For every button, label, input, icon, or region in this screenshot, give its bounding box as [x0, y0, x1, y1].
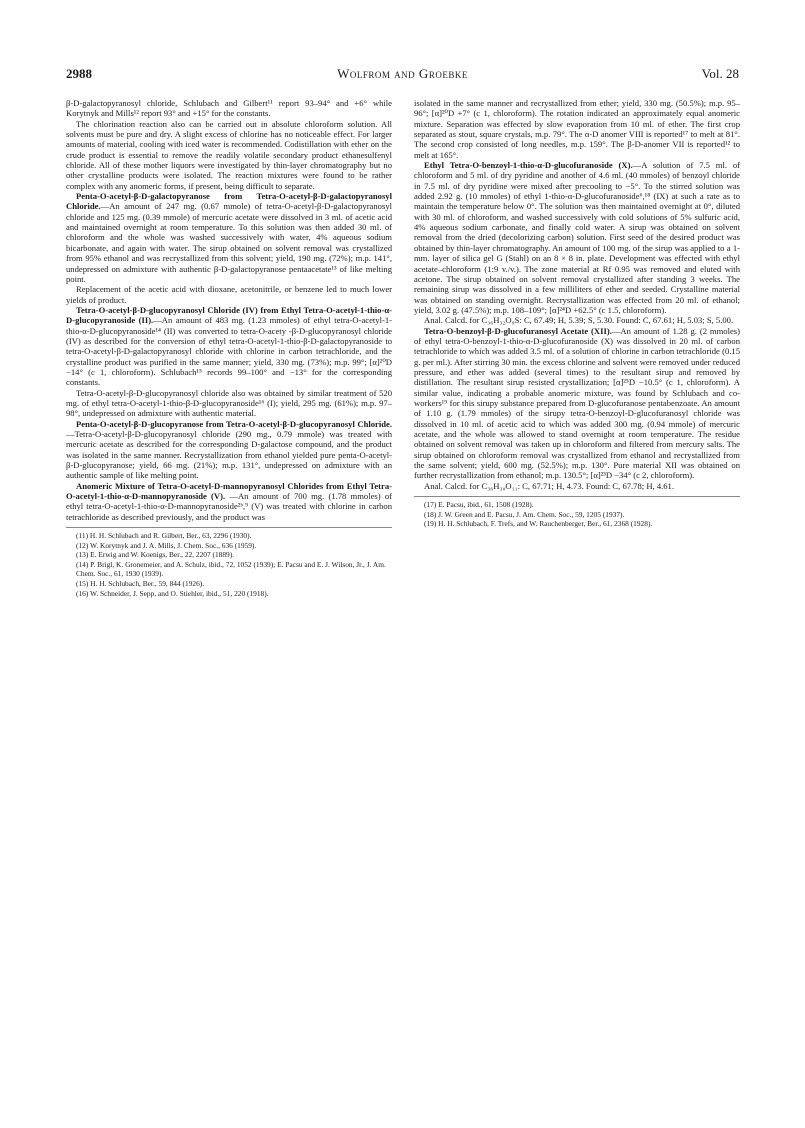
paragraph — [414, 98, 740, 160]
paragraph — [414, 315, 740, 325]
paragraph-text: —An amount of 247 mg. (0.67 mmole) of tetra-O-acetyl-β-D-galactopyranosyl chloride and 125 mg. (0.39 mmole) of mercuric acetate were dissolved in 3 ml. of acetic acid and maintained overnight at room temperature. To this solution was then added 30 ml. of chloroform and the whole was washed successively with water, 4% aqueous sodium bicarbonate, and again with water. The sirup obtained on solvent removal was crystallized from 95% ethanol and was recrystallized from this solvent; yield, 190 mg. (72%); m.p. 141°, undepressed on admixture with authentic β-D-galactopyranose pentaacetate¹³ of like melting point. — [66, 201, 392, 284]
paragraph-text: The chlorination reaction also can be carried out in absolute chloroform solution. All solvents must be pure and dry. A slight excess of chlorine has no noticeable effect. For larger amounts of material, cooling with iced water is recommended. Codistillation with ether on the crude product is essential to remove the readily volatile secondary product ethanesulfenyl chloride. All of these mother liquors were investigated by thin-layer chromatography but no other crystalline products were isolated. The reaction mixtures were found to be rather complex with any anomeric forms, if present, being difficult to separate. — [66, 118, 392, 191]
footnote: (13) E. Erwig and W. Koenigs, Ber., 22, 2207 (1889). — [76, 550, 235, 560]
paragraph-text: Replacement of the acetic acid with dioxane, acetonitrile, or benzene led to much lower yields of product. — [66, 284, 392, 305]
left-footnotes — [66, 527, 392, 598]
right-footnotes — [414, 496, 740, 529]
footnote: (14) P. Brigl, K. Gronemeier, and A. Schulz, ibid., 72, 1052 (1939); E. Pacsu and E. J. Wilson, Jr., J. Am. Chem. Soc., 61, 1930 (1939). — [76, 559, 386, 579]
section-heading: Tetra-O-acetyl-β-D-glucopyranosyl Chloride (IV) from Ethyl Tetra-O-acetyl-1-thio-α-D-glucopyranoside (II). — [66, 304, 392, 326]
paragraph — [66, 481, 392, 522]
paragraph-text: β-D-galactopyranosyl chloride, Schlubach and Gilbert¹¹ report 93–94° and +6° while Korytnyk and Mills¹² report 93° and +15° for the constants. — [66, 98, 392, 119]
paragraph-text: —An amount of 1.28 g. (2 mmoles) of ethyl tetra-O-benzoyl-1-thio-α-D-glucofuranoside (X) was dissolved in 20 ml. of carbon tetrachloride to which was added 3.5 ml. of a solution of chlorine in carbon tetrachloride (0.15 g. per ml.). After stirring 30 min. the excess chlorine and solvent were removed under reduced pressure, and ether was added (several times) to the resultant sirup and removed by distillation. The resultant sirup resisted crystallization; [α]²⁵D −10.5° (c 1, chloroform). A similar value, indicating a probable anomeric mixture, was found by Schlubach and co-workers¹⁹ for this sirupy substance prepared from D-glucofuranose pentabenzoate. An amount of 1.10 g. (1.79 mmoles) of the sirupy tetra-O-benzoyl-D-glucofuranosyl chloride was dissolved in 10 ml. of acetic acid to which was added 300 mg. (0.94 mmole) of mercuric acetate, and the whole was allowed to stand overnight at room temperature. The residue obtained on solvent removal was taken up in chloroform and filtered from mercury salts. The sirup obtained on chloroform removal was crystallized from ethanol and recrystallized from the same solvent; yield, 600 mg. (52.5%); m.p. 130°. Pure material XII was obtained on further recrystallization from ethanol; m.p. 130.5°; [α]²³D −34° (c 2, chloroform). — [414, 325, 740, 481]
footnote: (18) J. W. Green and E. Pacsu, J. Am. Chem. Soc., 59, 1205 (1937). — [424, 509, 625, 519]
paragraph — [66, 119, 392, 191]
paragraph-text: —An amount of 483 mg. (1.23 mmoles) of ethyl tetra-O-acetyl-1-thio-α-D-glucopyranoside¹⁴ (II) was converted to tetra-O-acety -β-D-glucopyranosyl chloride (IV) as described for the conversion of ethyl tetra-O-acetyl-1-thio-β-D-galactopyranoside to tetra-O-acetyl-β-D-galactopyranosyl chloride with chlorine in carbon tetrachloride, and the crystalline product was purified in the same manner; yield, 330 mg. (73%); m.p. 99°; [α]²⁰D −14° (c 1, chloroform). Schlubach¹⁵ records 99–100° and −13° for the corresponding constants. — [66, 315, 392, 388]
paragraph — [66, 305, 392, 388]
paragraph-text: Anal. Calcd. for C₃₆H₃₂O₉S: C, 67.49; H, 5.39; S, 5.30. Found: C, 67.61; H, 5.03; S, 5.00. — [424, 315, 734, 326]
footnote: (15) H. H. Schlubach, Ber., 59, 844 (1926). — [76, 579, 205, 589]
running-header — [66, 66, 739, 82]
paragraph-text: Anal. Calcd. for C₃₆H₃₀O₁₁: C, 67.71; H, 4.73. Found: C, 67.78; H, 4.61. — [424, 480, 675, 491]
section-heading: Penta-O-acetyl-β-D-glucopyranose from Tetra-O-acetyl-β-D-glucopyranosyl Chloride. — [76, 418, 392, 429]
paragraph-text: isolated in the same manner and recrystallized from ether; yield, 330 mg. (50.5%); m.p. 95–96°; [α]²⁰D +7° (c 1, chloroform). The rotation indicated an approximately equal anomeric mixture. Separation was effected by slow evaporation from 10 ml. of ether. The first crop separated as stout, square crystals, m.p. 79°. The α-D anomer VIII is reported¹⁷ to melt at 81°. The second crop consisted of long needles, m.p. 159°. The β-D-anomer VII is reported¹² to melt at 165°. — [414, 98, 740, 160]
paragraph — [66, 284, 392, 305]
paragraph — [414, 481, 740, 491]
paragraph — [66, 388, 392, 419]
footnote: (11) H. H. Schlubach and R. Gilbert, Ber., 63, 2296 (1930). — [76, 531, 252, 541]
paragraph — [414, 326, 740, 481]
paragraph-text: —Tetra-O-acetyl-β-D-glucopyranosyl chloride (290 mg., 0.79 mmole) was treated with mercuric acetate as described for the corresponding D-galactose compound, and the product was isolated in the same manner. Recrystallization from ethanol yielded pure penta-O-acetyl-β-D-glucopyranose; yield, 66 mg. (21%); m.p. 131°, undepressed on admixture with an authentic sample of like melting point. — [66, 429, 392, 481]
paragraph — [66, 98, 392, 119]
paragraph-text: Tetra-O-acetyl-β-D-glucopyranosyl chloride also was obtained by similar treatment of 520 mg. of ethyl tetra-O-acetyl-1-thio-β-D-glucopyranoside¹⁶ (I); yield, 295 mg. (61%); m.p. 97–98°, undepressed on admixture with authentic material. — [66, 387, 392, 419]
footnote: (12) W. Korytnyk and J. A. Mills, J. Chem. Soc., 636 (1959). — [76, 540, 257, 550]
footnote: (17) E. Pacsu, ibid., 61, 1508 (1928). — [424, 500, 534, 510]
right-column — [414, 98, 740, 529]
running-title: Wolfrom and Groebke — [337, 66, 468, 81]
left-column — [66, 98, 392, 598]
left-body — [66, 98, 392, 522]
footnote: (19) H. H. Schlubach, F. Trefs, and W. Rauchenberger, Ber., 61, 2368 (1928). — [424, 519, 653, 529]
paragraph — [66, 419, 392, 481]
paragraph — [414, 160, 740, 315]
volume-label: Vol. 28 — [701, 66, 739, 81]
paragraph — [66, 191, 392, 284]
footnote: (16) W. Schneider, J. Sepp, and O. Stiehler, ibid., 51, 220 (1918). — [76, 588, 269, 598]
section-heading: Ethyl Tetra-O-benzoyl-1-thio-α-D-glucofuranoside (X). — [424, 160, 633, 171]
right-body — [414, 98, 740, 491]
paragraph-text: —An amount of 700 mg. (1.78 mmoles) of ethyl tetra-O-acetyl-1-thio-α-D-mannopyranoside²ᵇ,⁹ (V) was treated with chlorine in carbon tetrachloride as described previously, and the product was — [66, 491, 392, 522]
page-number: 2988 — [66, 66, 92, 81]
section-heading: Tetra-O-benzoyl-β-D-glucofuranosyl Acetate (XII). — [424, 325, 612, 336]
section-heading: Penta-O-acetyl-β-D-galactopyranose from Tetra-O-acetyl-β-D-galactopyranosyl Chloride. — [66, 191, 392, 212]
section-heading: Anomeric Mixture of Tetra-O-acetyl-D-mannopyranosyl Chlorides from Ethyl Tetra-O-acetyl-1-thio-α-D-mannopyranoside (V). — [66, 480, 392, 502]
paragraph-text: —A solution of 7.5 ml. of chloroform and 5 ml. of dry pyridine and another of 4.6 ml. (40 mmoles) of benzoyl chloride in 7.5 ml. of dry pyridine were mixed after precooling to −5°. To the stirred solution was added 2.92 g. (10 mmoles) of ethyl 1-thio-α-D-glucofuranoside⁶,¹⁸ (IX) at such a rate as to maintain the temperature below 0°. The solution was then maintained overnight at 0°, diluted with 30 ml. of chloroform, and washed successively with cold solutions of 5% sulfuric acid, 4% aqueous sodium carbonate, and finally cold water. A sirup was obtained on solvent removal from the dried (decolorizing carbon) solution. First seed of the desired product was obtained by thin-layer chromatography. An amount of 100 mg. of the sirup was applied to a 1-mm. layer of silica gel G (Stahl) on an 8 × 8 in. plate. Development was effected with ethyl acetate–chloroform (1:9 v./v.). The zone material at Rf 0.95 was removed and eluted with acetone. The sirup obtained on solvent removal crystallized after standing 3 weeks. The remaining sirup was dissolved in a few milliliters of ether and seeded. Crystalline material was obtained on standing overnight. Recrystallization was effected from 20 ml. of ethanol; yield, 3.02 g. (47.5%); m.p. 108–109°; [α]²⁴D +62.5° (c 1.5, chloroform). — [414, 160, 740, 315]
